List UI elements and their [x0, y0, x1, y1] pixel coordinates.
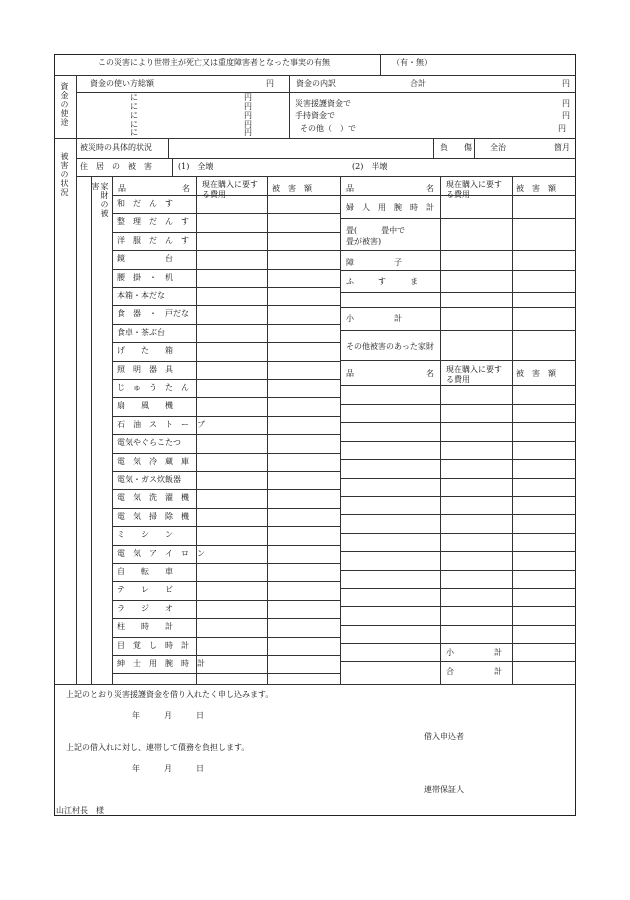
- house-option-full[interactable]: (1) 全壊: [178, 162, 214, 171]
- left-item: ラ ジ オ: [117, 604, 173, 613]
- col-item-left-2: 名: [182, 184, 190, 193]
- divider: [112, 416, 340, 417]
- left-item: 洋 服 だ ん す: [117, 236, 189, 245]
- left-item: げ た 箱: [117, 346, 173, 355]
- divider: [340, 441, 576, 442]
- divider: [112, 397, 340, 398]
- divider: [340, 661, 576, 662]
- divider: [112, 655, 340, 656]
- divider: [112, 581, 340, 582]
- divider: [168, 138, 169, 158]
- col-cost-right2: 現在購入に要する費用: [446, 365, 502, 384]
- divider: [112, 637, 340, 638]
- usage-row-3-yen: 円: [244, 111, 252, 120]
- col-damage-right: 被 害 額: [516, 184, 556, 193]
- divider: [112, 324, 340, 325]
- divider: [340, 684, 576, 685]
- breakdown-item-3-yen: 円: [558, 124, 566, 133]
- usage-row-4: に: [130, 120, 138, 129]
- divider: [112, 453, 340, 454]
- divider: [340, 643, 576, 644]
- application-date-1[interactable]: 年 月 日: [132, 711, 204, 720]
- left-item: 柱 時 計: [117, 622, 173, 631]
- breakdown-label: 資金の内訳: [296, 79, 336, 88]
- divider: [340, 195, 576, 196]
- usage-total-label: 資金の使い方総額: [90, 79, 154, 88]
- divider: [112, 176, 113, 684]
- divider: [112, 489, 340, 490]
- divider: [112, 434, 340, 435]
- left-item: 整 理 だ ん す: [117, 217, 189, 226]
- usage-row-4-yen: 円: [244, 120, 252, 129]
- usage-row-5: に: [130, 128, 138, 137]
- injury-label: 負 傷: [440, 143, 472, 152]
- divider: [340, 533, 576, 534]
- divider: [340, 385, 576, 386]
- left-item: 紳 士 用 腕 時 計: [117, 659, 205, 668]
- divider: [76, 75, 77, 138]
- usage-row-2: に: [130, 102, 138, 111]
- divider: [112, 305, 340, 306]
- col-item-right-2: 名: [426, 184, 434, 193]
- col-damage-right2: 被 害 額: [516, 369, 556, 378]
- col-cost-right: 現在購入に要す: [446, 180, 502, 189]
- left-item: 食卓・茶ぶ台: [117, 328, 165, 337]
- grand-total: 合 計: [446, 667, 502, 676]
- right-item-ladies-watch: 婦 人 用 腕 時 計: [346, 203, 434, 212]
- divider: [380, 54, 381, 75]
- divider: [112, 379, 340, 380]
- left-item: 腰 掛 ・ 机: [117, 273, 173, 282]
- left-item: 和 だ ん す: [117, 199, 173, 208]
- fusuma: ふ す ま: [346, 277, 418, 286]
- house-damage-label: 住 居 の 被 害: [80, 162, 152, 171]
- addressee: 山江村長 様: [56, 806, 104, 815]
- usage-row-3: に: [130, 111, 138, 120]
- divider: [54, 138, 576, 139]
- divider: [340, 330, 576, 331]
- months-label: 箇月: [554, 143, 570, 152]
- divider: [340, 496, 576, 497]
- left-item: 目 覚 し 時 計: [117, 641, 189, 650]
- usage-row-2-yen: 円: [244, 102, 252, 111]
- divider: [512, 176, 513, 684]
- tatami-line1: 畳( 畳中で: [346, 226, 406, 235]
- divider: [91, 176, 92, 684]
- breakdown-item-2: 手持資金で: [295, 111, 335, 120]
- divider: [76, 138, 77, 684]
- divider: [340, 218, 576, 219]
- divider: [76, 176, 576, 177]
- divider: [340, 176, 341, 684]
- divider: [340, 514, 576, 515]
- breakdown-item-1-yen: 円: [562, 99, 570, 108]
- applicant-label: 借入申込者: [424, 732, 464, 741]
- left-item: 電 気 洗 濯 機: [117, 493, 189, 502]
- divider: [112, 471, 340, 472]
- divider: [112, 563, 340, 564]
- divider: [196, 176, 197, 684]
- divider: [76, 158, 576, 159]
- bottom-subtotal: 小 計: [446, 648, 502, 657]
- other-household-label: その他被害のあった家財: [346, 342, 434, 351]
- left-item: 電 気 冷 蔵 庫: [117, 457, 189, 466]
- divider: [112, 618, 340, 619]
- usage-row-5-yen: 円: [244, 128, 252, 137]
- breakdown-item-3: その他（ ）で: [300, 124, 356, 133]
- left-item: 本箱・本だな: [117, 291, 165, 300]
- col-cost-left: 現在購入に要す: [202, 180, 258, 189]
- divider: [474, 138, 475, 158]
- shoji: 障 子: [346, 258, 402, 267]
- divider: [54, 75, 576, 76]
- divider: [112, 287, 340, 288]
- breakdown-total-yen: 円: [562, 79, 570, 88]
- full-recovery-label: 全治: [490, 143, 506, 152]
- situation-label: 被災時の具体的状況: [80, 143, 152, 152]
- divider: [112, 526, 340, 527]
- divider: [112, 600, 340, 601]
- usage-total-yen: 円: [266, 79, 274, 88]
- col-item-right2-2: 名: [426, 369, 434, 378]
- col-item-left-1: 品: [118, 184, 126, 193]
- damage-status-label: 被害の状況: [60, 152, 69, 197]
- right-subtotal: 小 計: [346, 314, 402, 323]
- left-item: 照 明 器 具: [117, 365, 173, 374]
- divider: [340, 551, 576, 552]
- col-item-right-1: 品: [346, 184, 354, 193]
- household-damage-label: 家財の被害: [91, 182, 109, 218]
- divider: [433, 138, 434, 158]
- left-item: テ レ ビ: [117, 585, 173, 594]
- divider: [112, 673, 340, 674]
- divider: [112, 545, 340, 546]
- left-item: ミ シ ン: [117, 530, 173, 539]
- funds-usage-label: 資金の使途: [60, 82, 69, 127]
- guarantor-label: 連帯保証人: [424, 785, 464, 794]
- breakdown-item-2-yen: 円: [562, 111, 570, 120]
- divider: [112, 232, 340, 233]
- divider: [340, 588, 576, 589]
- divider: [340, 625, 576, 626]
- divider: [112, 213, 340, 214]
- left-item: 電気・ガス炊飯器: [117, 475, 181, 484]
- house-option-half[interactable]: (2) 半壊: [352, 162, 388, 171]
- divider: [289, 75, 290, 138]
- divider: [340, 404, 576, 405]
- divider: [340, 606, 576, 607]
- fatality-question: この災害により世帯主が死亡又は重度障害者となった事実の有無: [98, 58, 330, 67]
- divider: [112, 342, 340, 343]
- divider: [340, 459, 576, 460]
- usage-row-1-yen: 円: [244, 93, 252, 102]
- divider: [112, 269, 340, 270]
- divider: [340, 570, 576, 571]
- divider: [440, 176, 441, 684]
- left-item: 電 気 掃 除 機: [117, 512, 189, 521]
- usage-row-1: に: [130, 93, 138, 102]
- divider: [340, 478, 576, 479]
- col-damage-left: 被 害 額: [272, 184, 312, 193]
- divider: [340, 360, 576, 361]
- divider: [340, 270, 576, 271]
- left-item: じ ゅ う た ん: [117, 383, 189, 392]
- divider: [267, 176, 268, 684]
- breakdown-total-label: 合計: [410, 79, 426, 88]
- divider: [76, 92, 576, 93]
- fatality-answer[interactable]: （有・無）: [392, 58, 432, 67]
- left-item: 電気やぐらこたつ: [117, 438, 181, 447]
- breakdown-item-1: 災害援護資金で: [295, 99, 351, 108]
- divider: [112, 508, 340, 509]
- col-item-right2-1: 品: [346, 369, 354, 378]
- divider: [112, 250, 340, 251]
- application-date-2[interactable]: 年 月 日: [132, 764, 204, 773]
- left-item: 石 油 ス ト ー ブ: [117, 420, 205, 429]
- divider: [340, 250, 576, 251]
- divider: [172, 158, 173, 176]
- divider: [340, 292, 576, 293]
- left-item: 食 器 ・ 戸だな: [117, 309, 189, 318]
- left-item: 扇 風 機: [117, 401, 173, 410]
- left-item: 鏡 台: [117, 254, 173, 263]
- left-item: 自 転 車: [117, 567, 173, 576]
- application-line2: 上記の借入れに対し、連帯して債務を負担します。: [66, 743, 250, 752]
- left-item: 電 気 ア イ ロ ン: [117, 549, 205, 558]
- divider: [112, 361, 340, 362]
- divider: [340, 422, 576, 423]
- tatami-line2: 畳が被害): [346, 237, 382, 246]
- divider: [340, 307, 576, 308]
- divider: [112, 195, 340, 196]
- application-line1: 上記のとおり災害援護資金を借り入れたく申し込みます。: [66, 690, 274, 699]
